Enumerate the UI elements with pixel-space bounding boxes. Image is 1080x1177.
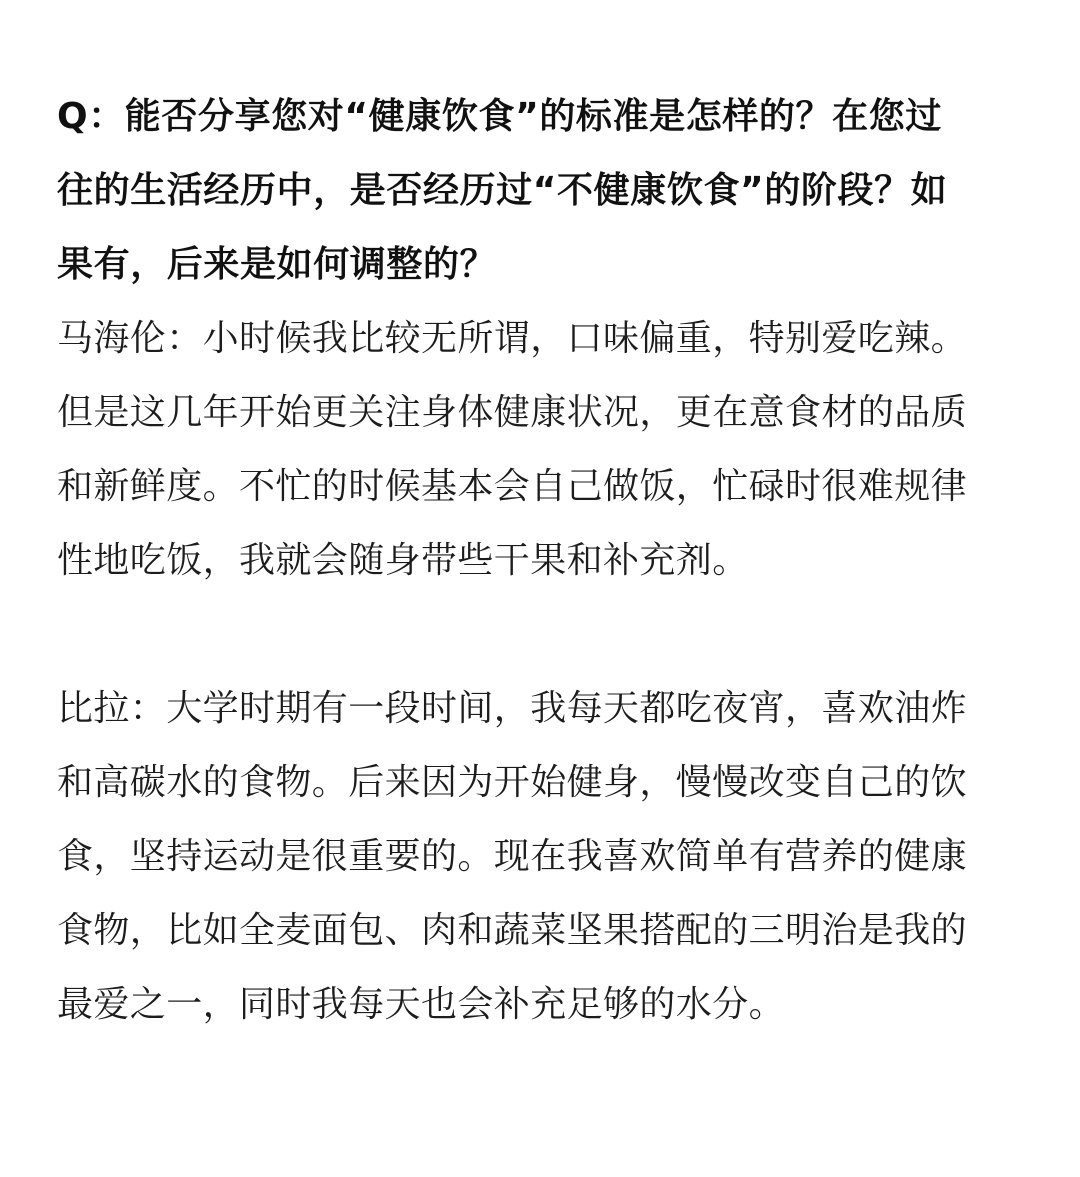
answer-line: 性地吃饭，我就会随身带些干果和补充剂。	[57, 540, 749, 581]
answer-line: 食，坚持运动是很重要的。现在我喜欢简单有营养的健康	[57, 836, 968, 877]
question-line: 果有，后来是如何调整的？	[57, 244, 497, 285]
answer-line: 马海伦：小时候我比较无所谓，口味偏重，特别爱吃辣。	[57, 318, 968, 359]
answer-line: 但是这几年开始更关注身体健康状况，更在意食材的品质	[57, 392, 968, 433]
answer-block-bila	[57, 672, 1029, 1042]
answer-line: 比拉：大学时期有一段时间，我每天都吃夜宵，喜欢油炸	[57, 688, 968, 729]
question-line: Q：能否分享您对“健康饮食”的标准是怎样的？在您过	[57, 96, 942, 137]
answer-line: 和高碳水的食物。后来因为开始健身，慢慢改变自己的饮	[57, 762, 968, 803]
question-line: 往的生活经历中，是否经历过“不健康饮食”的阶段？如	[57, 170, 948, 211]
answer-block-ma-hailun	[57, 302, 1029, 598]
question-block	[57, 80, 1029, 302]
interview-article	[57, 80, 1029, 1042]
answer-line: 食物，比如全麦面包、肉和蔬菜坚果搭配的三明治是我的	[57, 910, 968, 951]
answer-line: 最爱之一，同时我每天也会补充足够的水分。	[57, 984, 786, 1025]
paragraph-spacer	[57, 598, 1029, 672]
answer-line: 和新鲜度。不忙的时候基本会自己做饭，忙碌时很难规律	[57, 466, 968, 507]
